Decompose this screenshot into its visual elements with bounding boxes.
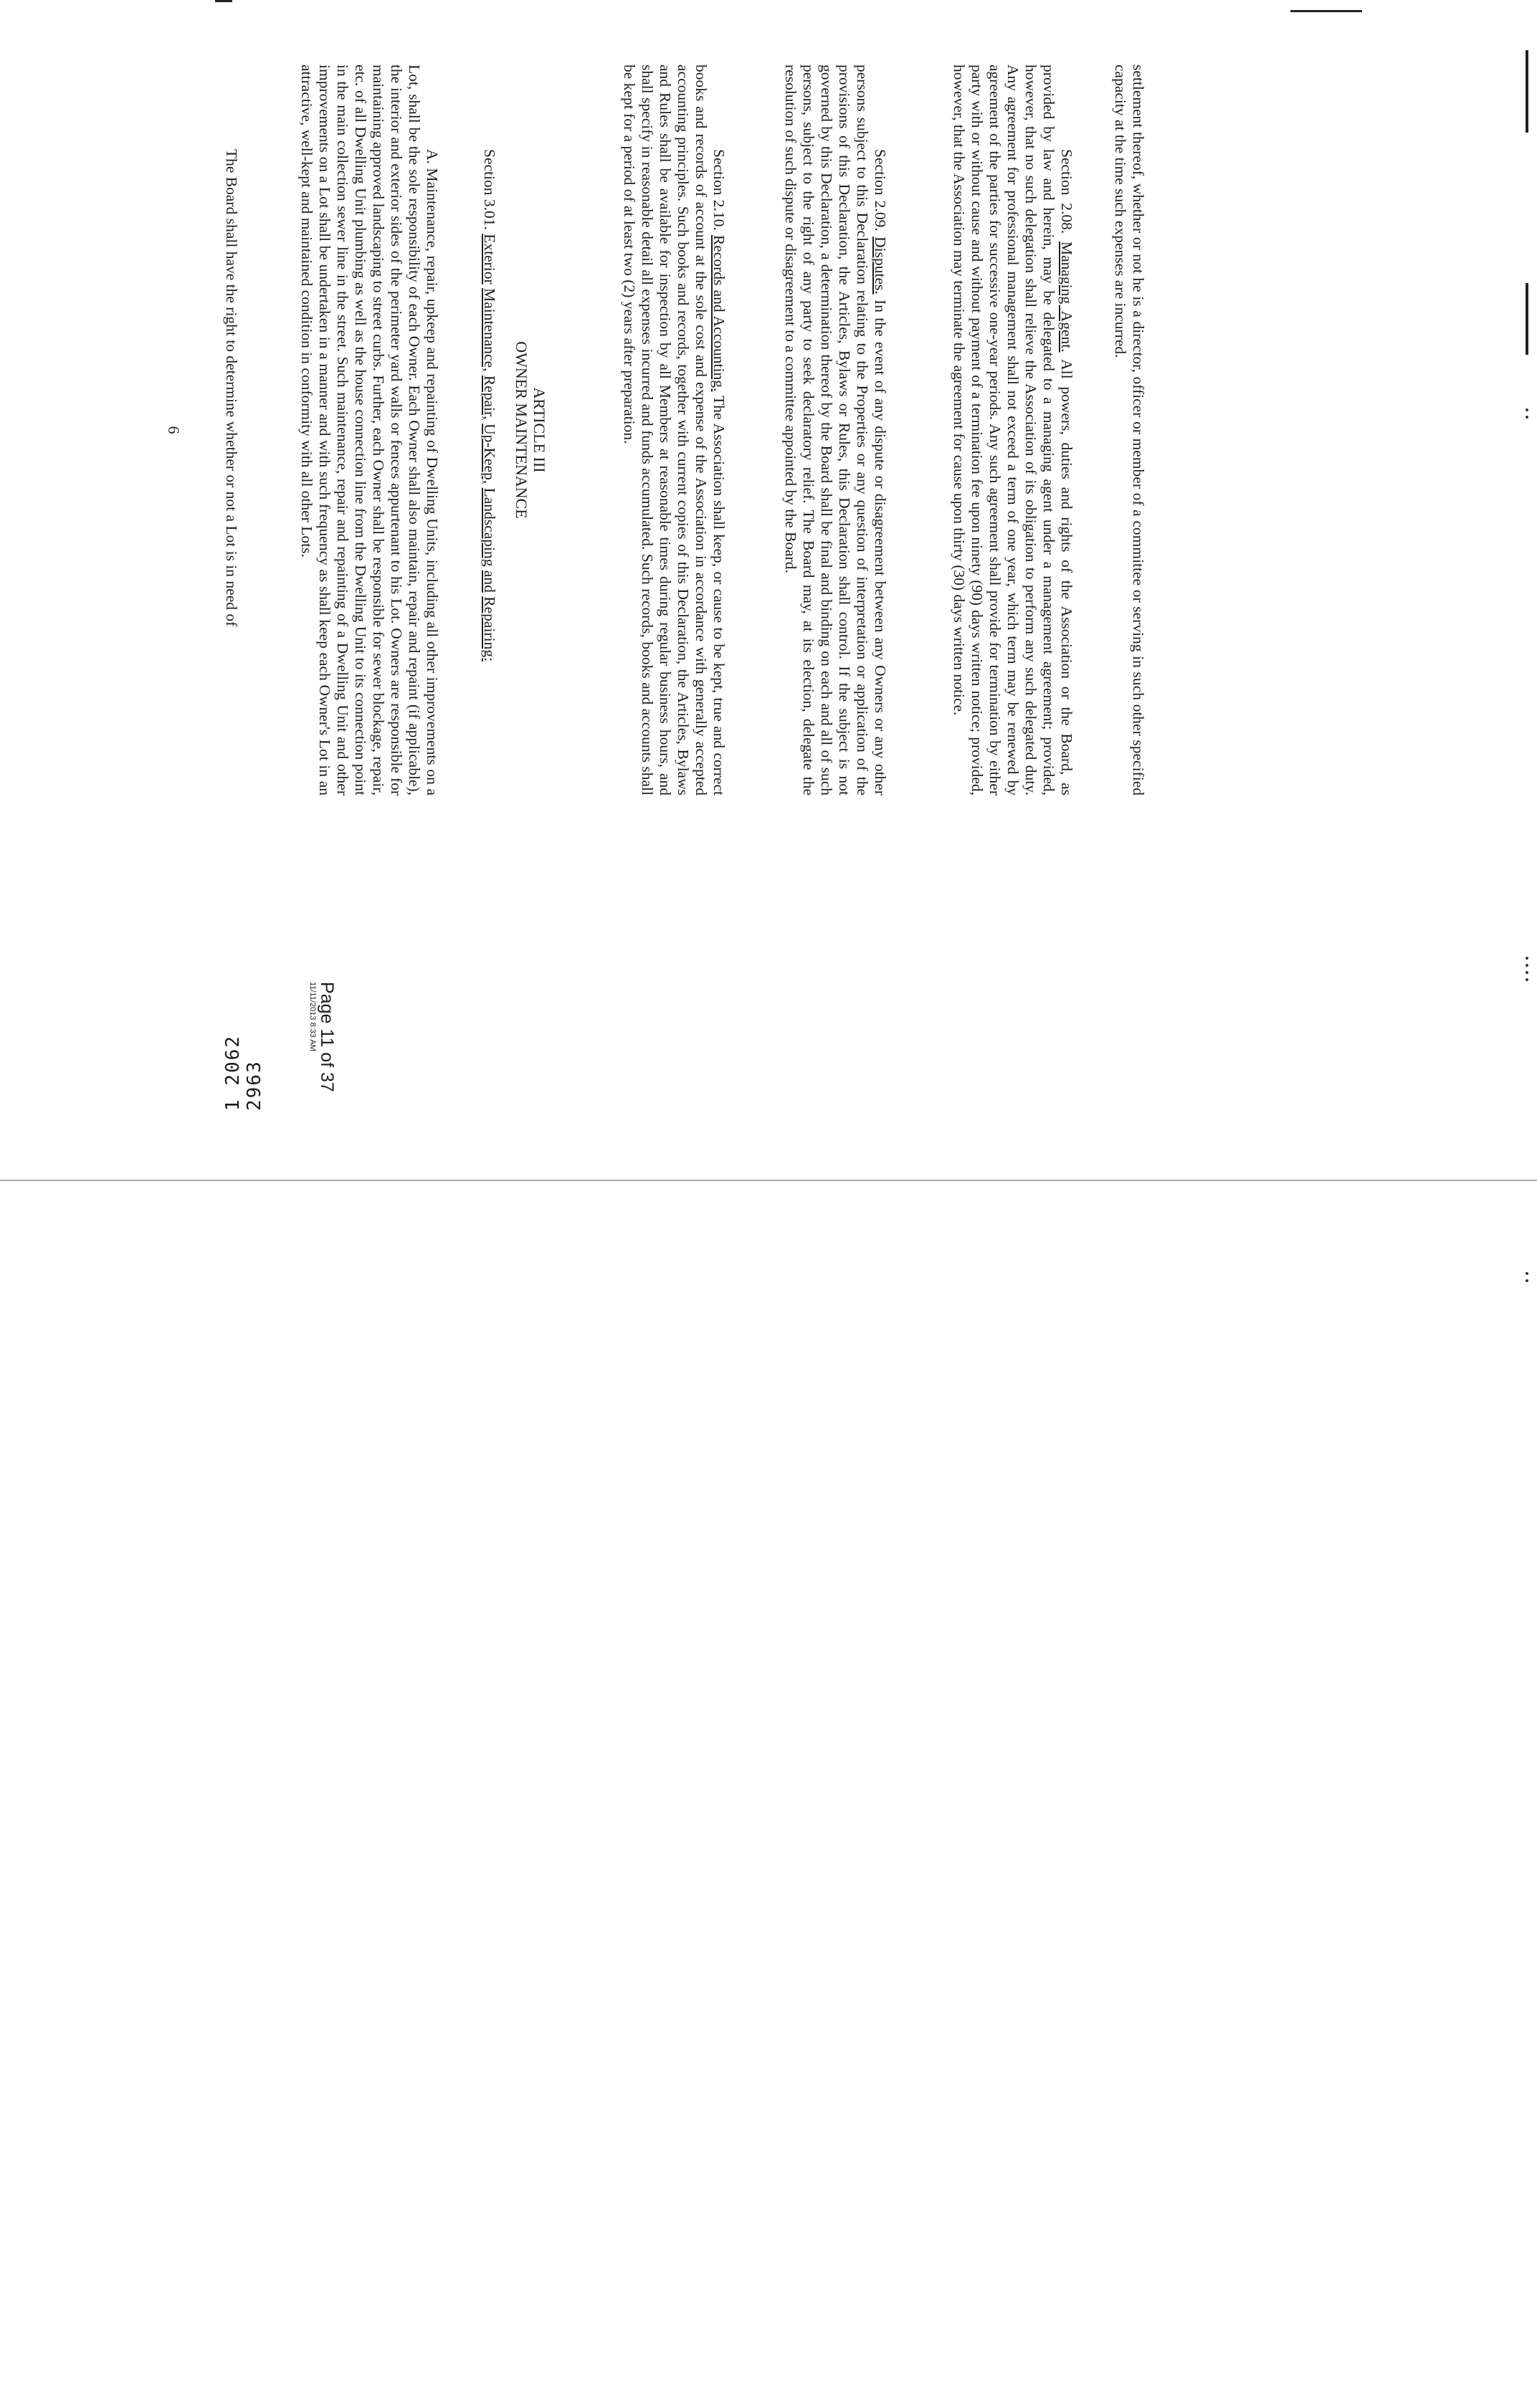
article-title: OWNER MAINTENANCE [513,341,530,519]
scan-speck [1526,1272,1528,1275]
paragraph-settlement: settlement thereof, whether or not he is a director, officer or member of a committee or serving in such other specified capacity at the time such expenses are incurred. [1112,64,1147,796]
section-title-part: and [481,570,498,593]
section-title-part: Repair, [481,375,498,420]
article-heading [513,64,548,796]
section-text: In the event of any dispute or disagreement between any Owners or any other persons subject to this Declaration relating to the Properties or any question of interpretation or application of the provisions of this Declaration, the Articles, Bylaws or Rules, this Declaration shall control. If the subject is not governed by this Declaration, a determination thereof by the Board shall be final and binding on each and all of such persons, subject to the right of any party to seek declaratory relief. The Board may, at its election, delegate the resolution of such dispute or disagreement to a committee appointed by the Board. [782,64,889,796]
section-title: Disputes. [872,236,889,295]
section-2-09 [781,64,889,796]
section-title-part: Repairing: [481,596,498,662]
section-text: All powers, duties and rights of the Association or the Board, as provided by law and herein, may be delegated to a managing agent under a management agreement; provided, however, that no such delegation shall relieve the Association of its obligation to perform any such delegated duty. Any agreement for professional management shall not exceed a term of one year, which term may be renewed by agreement of the parties for successive one-year periods. Any such agreement shall provide for termination by either party with or without cause and without payment of a termination fee upon ninety (90) days written notice; provided, however, that the Association may terminate the agreement for cause upon thirty (30) days written notice. [951,64,1075,796]
section-2-10 [620,64,728,796]
section-title-part: Exterior [481,234,498,285]
scan-speck [1526,971,1528,974]
scan-edge-mark [1290,10,1362,12]
section-label: Section 2.10. [710,149,728,231]
scan-edge-mark [1526,50,1528,133]
section-title-part: Maintenance, [481,288,498,372]
section-3-01-paragraph-a: A. Maintenance, repair, upkeep and repainting of Dwelling Units, including all other improvements on a Lot, shall be the sole responsibility of each Owner. Each Owner shall also maintain, repair and repaint (if applicable), the interior and exterior sides of the perimeter yard walls or fences appurtenant to his Lot. Owners are responsible for maintaining approved landscaping to street curbs. Further, each Owner shall be responsible for sewer blockage, repair, etc. of all Dwelling Unit plumbing as well as the house connection line from the Dwelling Unit to its connection point in the main collection sewer line in the street. Such maintenance, repair and repainting of a Dwelling Unit and other improvements on a Lot shall be undertaken in a manner and with such frequency as shall keep each Owner's Lot in an attractive, well-kept and maintained condition in conformity with all other Lots. [298,64,441,796]
page-separator-line [0,1180,1537,1181]
scan-speck [1526,964,1528,967]
recorder-page-counter [308,982,337,1111]
section-title: Managing Agent. [1058,241,1075,353]
scan-speck [1526,416,1528,419]
section-title-part: Landscaping [481,487,498,567]
article-number: ARTICLE III [530,387,548,473]
scan-speck [1526,1279,1528,1282]
scan-speck [1526,957,1528,960]
page-number: 6 [165,426,183,434]
section-3-01-heading [480,64,498,796]
scan-edge-mark [1526,283,1528,355]
page-counter-timestamp: 11/11/2013 8:33 AM [308,982,317,1051]
section-title-part: Up-Keep, [481,424,498,484]
scan-speck [1526,408,1528,411]
section-2-08 [950,64,1075,796]
section-label: Section 2.09. [872,149,889,231]
section-label: Section 2.08. [1058,149,1075,234]
section-label: Section 3.01. [481,149,498,230]
page-counter-text: Page 11 of 37 [317,982,337,1092]
section-text: The Association shall keep, or cause to be kept, true and correct books and records of account at the sole cost and expense of the Association in accordance with generally accepted accounting principles. Such books and records, together with current copies of this Declaration, the Articles, Bylaws and Rules shall be available for inspection by all Members at reasonable times during regular business hours, and shall specify in reasonable detail all expenses incurred and funds accumulated. Such records, books and accounts shall be kept for a period of at least two (2) years after preparation. [621,64,728,796]
document-page [151,57,1147,1111]
recording-book-reference: 1 2062 2963 [222,1035,265,1111]
section-title: Records and Accounting. [710,234,728,392]
scan-speck [1526,978,1528,981]
paragraph-board-right: The Board shall have the right to determine whether or not a Lot is in need of [223,149,240,627]
scan-edge-mark [215,0,232,2]
